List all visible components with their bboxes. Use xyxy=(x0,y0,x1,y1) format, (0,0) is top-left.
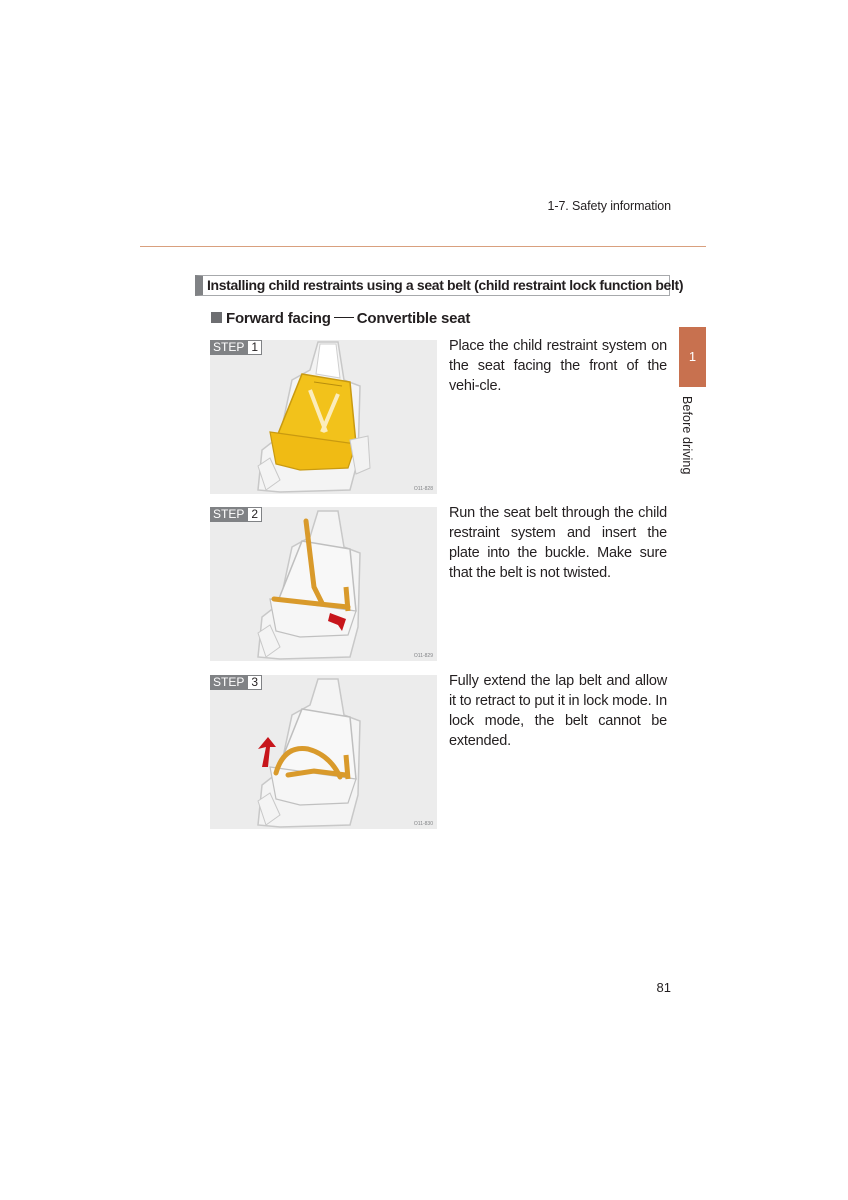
seat-belt-routing-illustration xyxy=(210,507,437,661)
step-label: STEP xyxy=(210,675,247,690)
step-number: 2 xyxy=(247,507,262,522)
step-1-illustration xyxy=(210,340,437,494)
image-code: O11-829 xyxy=(413,653,433,659)
step-badge xyxy=(210,340,262,355)
step-label: STEP xyxy=(210,340,247,355)
section-heading: Installing child restraints using a seat belt (child restraint lock function belt) xyxy=(195,275,670,296)
step-3-illustration xyxy=(210,675,437,829)
header-rule xyxy=(140,246,706,247)
chapter-title: Before driving xyxy=(680,396,694,475)
step-badge xyxy=(210,507,262,522)
step-2-illustration xyxy=(210,507,437,661)
step-number: 1 xyxy=(247,340,262,355)
image-code: O11-830 xyxy=(413,821,433,827)
subheading xyxy=(211,310,470,327)
step-badge xyxy=(210,675,262,690)
lap-belt-lock-illustration xyxy=(210,675,437,829)
step-label: STEP xyxy=(210,507,247,522)
child-seat-placement-illustration xyxy=(210,340,437,494)
subheading-right: Convertible seat xyxy=(356,310,471,327)
page-number: 81 xyxy=(656,980,671,995)
subheading-left: Forward facing xyxy=(226,310,331,327)
square-bullet-icon xyxy=(211,312,222,323)
dash-separator xyxy=(334,317,354,318)
step-1-text: Place the child restraint system on the seat facing the front of the vehi-cle. xyxy=(449,338,667,394)
header-section-title: 1-7. Safety information xyxy=(547,199,671,213)
step-number: 3 xyxy=(247,675,262,690)
chapter-tab xyxy=(679,327,706,387)
chapter-number: 1 xyxy=(688,349,697,364)
step-2-text: Run the seat belt through the child restraint system and insert the plate into the buckle. Make sure that the belt is not twisted. xyxy=(449,505,667,581)
step-3-text: Fully extend the lap belt and allow it to retract to put it in lock mode. In lock mode, the belt cannot be extended. xyxy=(449,673,667,749)
image-code: O11-828 xyxy=(413,486,433,492)
